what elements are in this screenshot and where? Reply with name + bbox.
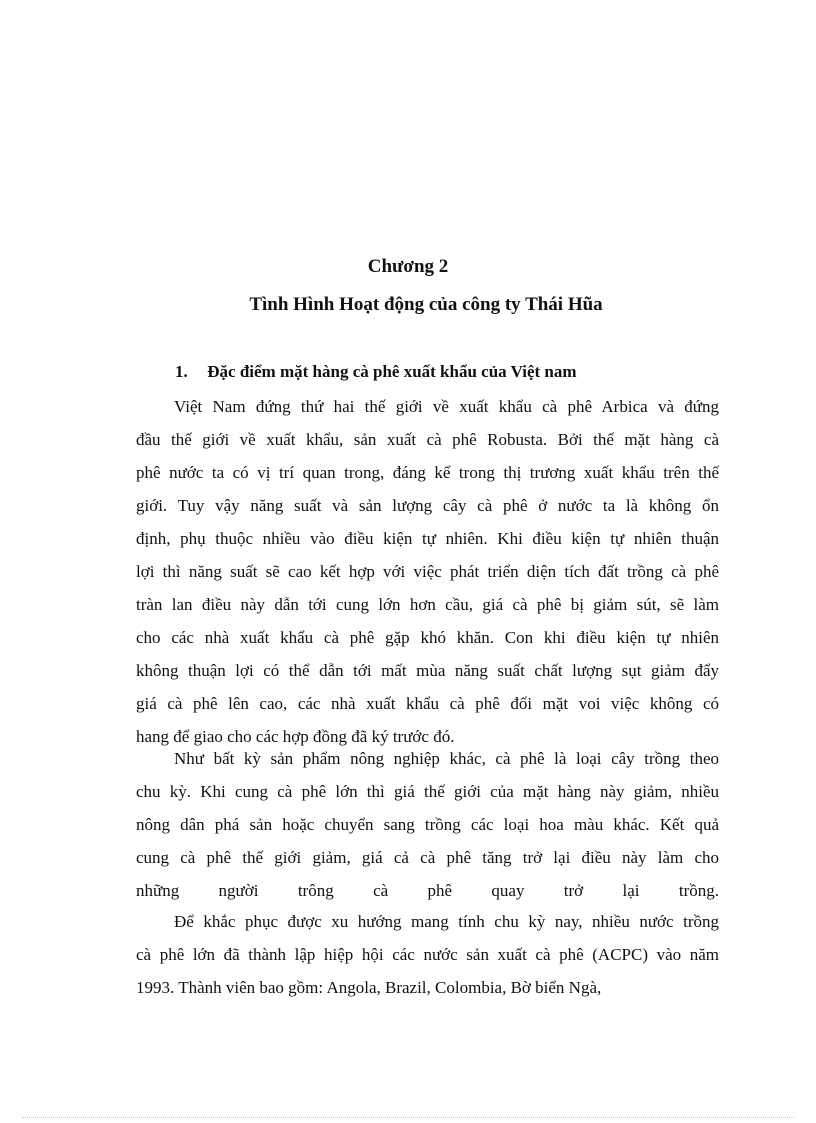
paragraph-line: Như bất kỳ sản phẩm nông nghiệp khác, cà phê là loại cây trồng theo [174, 749, 719, 768]
paragraph-line: những người trông cà phê quay trở lại trồng. [136, 881, 719, 900]
paragraph-line: lợi thì năng suất sẽ cao kết hợp với việc phát triển diện tích đất trồng cà phê [136, 562, 719, 581]
paragraph-line: giới. Tuy vậy năng suất và sản lượng cây cà phê ở nước ta là không ổn [136, 496, 719, 515]
paragraph-line: cung cà phê thế giới giảm, giá cả cà phê tăng trở lại điều này làm cho [136, 848, 719, 867]
paragraph-line: Để khắc phục được xu hướng mang tính chu kỳ nay, nhiều nước trồng [174, 912, 719, 931]
paragraph-line: định, phụ thuộc nhiều vào điều kiện tự nhiên. Khi điều kiện tự nhiên thuận [136, 529, 719, 548]
section-title: Đặc điểm mặt hàng cà phê xuất khẩu của Việt nam [207, 362, 577, 381]
chapter-title: Tình Hình Hoạt động của công ty Thái Hũa [249, 294, 603, 315]
paragraph-line: 1993. Thành viên bao gồm: Angola, Brazil, Colombia, Bờ biển Ngà, [136, 978, 602, 997]
section-heading [175, 362, 577, 382]
paragraph-3 [136, 905, 719, 1004]
paragraph-line: nông dân phá sản hoặc chuyển sang trồng các loại hoa màu khác. Kết quả [136, 815, 719, 834]
paragraph-line: chu kỳ. Khi cung cà phê lớn thì giá thế giới của mặt hàng này giảm, nhiều [136, 782, 719, 801]
chapter-number: Chương 2 [367, 256, 449, 277]
paragraph-line: giá cà phê lên cao, các nhà xuất khẩu cà phê đối mặt voi việc không có [136, 694, 719, 713]
paragraph-line: cho các nhà xuất khẩu cà phê gặp khó khăn. Con khi điều kiện tự nhiên [136, 628, 719, 647]
section-number: 1. [175, 362, 188, 381]
paragraph-2 [136, 742, 719, 907]
paragraph-line: tràn lan điều này dẫn tới cung lớn hơn cầu, giá cà phê bị giảm sút, sẽ làm [136, 595, 719, 614]
paragraph-line: cà phê lớn đã thành lập hiệp hội các nước sản xuất cà phê (ACPC) vào năm [136, 945, 719, 964]
footer-divider [22, 1117, 794, 1118]
paragraph-1 [136, 390, 719, 753]
paragraph-line: không thuận lợi có thể dẫn tới mất mùa năng suất chất lượng sụt giảm đẩy [136, 661, 719, 680]
paragraph-line: phê nước ta có vị trí quan trong, đáng kể trong thị trương xuất khẩu trên thế [136, 463, 719, 482]
paragraph-line: đầu thế giới về xuất khẩu, sản xuất cà phê Robusta. Bởi thế mặt hàng cà [136, 430, 719, 449]
paragraph-line: Việt Nam đứng thứ hai thế giới về xuất khẩu cà phê Arbica và đứng [174, 397, 719, 416]
paragraph-line: hang để giao cho các hợp đồng đã ký trước đó. [136, 727, 455, 746]
